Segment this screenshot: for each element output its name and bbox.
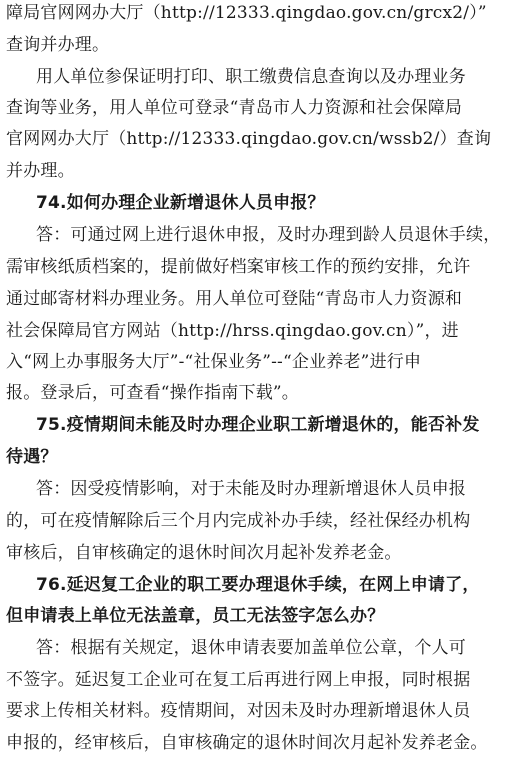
text-line: 答：根据有关规定，退休申请表要加盖单位公章，个人可 xyxy=(36,638,466,658)
text-line: 答：因受疫情影响，对于未能及时办理新增退休人员申报 xyxy=(36,479,466,499)
question-heading: 待遇？ xyxy=(6,447,58,467)
text-line: 报。登录后，可查看“操作指南下载”。 xyxy=(6,383,299,403)
text-line: 通过邮寄材料办理业务。用人单位可登陆“青岛市人力资源和 xyxy=(6,289,463,309)
text-line: 入“网上办事服务大厅”-“社保业务”--“企业养老”进行申 xyxy=(6,352,422,372)
text-line: 要求上传相关材料。疫情期间，对因未及时办理新增退休人员 xyxy=(6,701,471,721)
text-line: 查询等业务，用人单位可登录“青岛市人力资源和社会保障局 xyxy=(6,98,463,118)
text-line: 并办理。 xyxy=(6,161,75,181)
text-line: 需审核纸质档案的，提前做好档案审核工作的预约安排，允许 xyxy=(6,257,471,277)
text-line: 的，可在疫情解除后三个月内完成补办手续，经社保经办机构 xyxy=(6,511,471,531)
text-line: 障局官网网办大厅（http://12333.qingdao.gov.cn/grcx2/）” xyxy=(6,3,487,23)
text-line: 不签字。延迟复工企业可在复工后再进行网上申报，同时根据 xyxy=(6,670,471,690)
text-line: 答：可通过网上进行退休申报，及时办理到龄人员退休手续， xyxy=(36,225,501,245)
text-line: 申报的，经审核后，自审核确定的退休时间次月起补发养老金。 xyxy=(6,733,488,753)
text-line: 用人单位参保证明打印、职工缴费信息查询以及办理业务 xyxy=(36,67,466,87)
text-line: 查询并办理。 xyxy=(6,35,110,55)
question-heading: 75.疫情期间未能及时办理企业职工新增退休的，能否补发 xyxy=(36,415,480,435)
text-line: 官网网办大厅（http://12333.qingdao.gov.cn/wssb2/）查询 xyxy=(6,129,492,149)
question-heading: 76.延迟复工企业的职工要办理退休手续，在网上申请了， xyxy=(36,575,480,595)
text-line: 社会保障局官方网站（http://hrss.qingdao.gov.cn）”，进 xyxy=(6,321,459,341)
text-line: 审核后，自审核确定的退休时间次月起补发养老金。 xyxy=(6,543,402,563)
question-heading: 但申请表上单位无法盖章，员工无法签字怎么办？ xyxy=(6,606,385,626)
question-heading: 74.如何办理企业新增退休人员申报？ xyxy=(36,193,325,213)
